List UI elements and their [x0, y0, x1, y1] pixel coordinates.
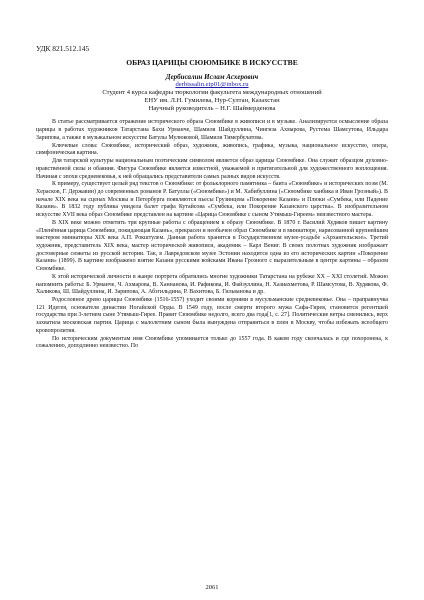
body-paragraph: Для татарской культуры национальным поэтическим символом является образ царицы Сююмбике. Она служит образцом духовно- нравственной силы и обаяния. Фигура Сююмбике является известной, уважаемой и притягательной для художественного воплощения. Начиная с эпохи средневековья, к ней обращались представители самых разных видов искусств.	[36, 158, 388, 180]
body-paragraph: Родословное древо царицы Сююмбике (1516-1557) уходит своими корнями в мусульманские средневековье. Она – праправнучка 121 Идегея, основателя династии Ногайской Орды. В 1549 году, после смерти второго мужа Сафа-Гирея, становится регентшей государства при 3-летнем сыне Утямыш-Гирее. Правит Сююмбике недолго, всего два года[1, с. 27]. Политические ветры сменились, верх захватила московская партия. Царица с малолетним сыном была вынуждена отправиться в плен в Москву, чтобы избежать всеобщего кровопролития.	[36, 297, 388, 334]
author-email-line	[36, 81, 388, 89]
author-affiliation-line: Студент 4 курса кафедры тюркологии факультета международных отношений	[102, 89, 322, 97]
body-paragraph: К примеру, существует целый ряд текстов о Сююмбике: от фольклорного памятника – баита «Сююмбике» и исторических поэм (М. Херасков, Г. Державин) до современных романов Р. Батуллы («Сююмбике») и М. Хабибуллина («Сююмбике ханбика и Иван Грозный»). В начале XIX века на сценах Москвы и Петербурга появляются пьесы Грузинцева «Покорение Казани» и Плюки «Сумбека, или Падение Казани». В 1832 году публика увидела балет графа Кутайсова «Сумбека, или Покорение Казанского царства». В изобразительном искусстве XVII века образ Сююмбике представлен на картине «Царица Сююмбике с сыном Утямыш-Гиреем» неизвестного мастера.	[36, 181, 388, 219]
page-number: 2061	[205, 584, 219, 591]
article-body	[36, 119, 388, 351]
body-paragraph: В XIX веке можно отметить три крупные работы с обращением к образу Сююмбике. В 1870 г. Василий Худяков пишет картину «Пленённая царица Сююмбике, покидающая Казань», прекрасен и необычен образ Сююмбике и в миниатюре, нарисованной крупнейшим мастером миниатюры XIX века А.П. Рокштулем. Данная работа хранится в Государственном музее-усадьбе «Архангельское». Третий художник, представитель XIX века, мастер исторической живописи, академик – Карл Вениг. В своих полотнах художник изображает достоверные сюжеты из русской истории. Так, в Лавредовском музее Эстонии находится одна из его исторических картин «Покорение Казани» (1899). В картине изображено взятие Казани русскими войсками Ивана Грозного с выразительным в центре картины – образом Сююмбике.	[36, 219, 388, 273]
author-block	[36, 73, 388, 113]
abstract-paragraph: В статье рассматривается отражение исторического образа Сююмбике в живописи и в музыке. Анализируется осмысление образа царицы в работах художников Татарстана Бахи Урманче, Шамиля Шайдуллина, Чингиза Ахмарова, Рустема Шамсутова, Ильдара Зарипова, а также в музыкальном искусстве Батулы Мулюковой, Шамиля Тимербулатова.	[36, 119, 388, 141]
keywords-paragraph: Ключевые слова: Сююмбике, исторический образ, художник, живопись, графика, музыка, национальное искусство, опера, симфоническая картина.	[36, 142, 388, 157]
article-title: ОБРАЗ ЦАРИЦЫ СЮЮМБИКЕ В ИСКУССТВЕ	[126, 58, 298, 67]
body-paragraph: К этой исторической личности в жанре портрета обратились многие художники Татарстана на рубеже XX – XXI столетий. Можно напомнить работы: Б. Урманче, Ч. Ахмарова, В. Ханнанова, И. Рафикова, И. Файзуллина, Н. Хазиахметова, Р. Шамсутова, В. Худякова, Ф. Халикова, Ш. Шайдуллина, И. Зарипова, А. Абзгильдина, Р. Вахитова, Б. Гильванова и др.	[36, 273, 388, 296]
supervisor-line: Научный руководитель – Н.Г. Шаймерденова	[148, 105, 276, 113]
author-email-link[interactable]: derbissalin.eip01@inbox.ru	[175, 81, 249, 89]
author-name: Дербисалин Ислам Асхерович	[165, 73, 259, 81]
author-affiliation-line: ЕНУ им. Л.Н. Гумилева, Нур-Султан, Казахстан	[144, 97, 280, 105]
udk-code: УДК 821.512.145	[36, 44, 90, 53]
body-paragraph: По историческим документам имя Сююмбике упоминается только до 1557 года. В каком году скончалась и где похоронена, к сожалению, доподлинно неизвестно. По	[36, 335, 388, 350]
